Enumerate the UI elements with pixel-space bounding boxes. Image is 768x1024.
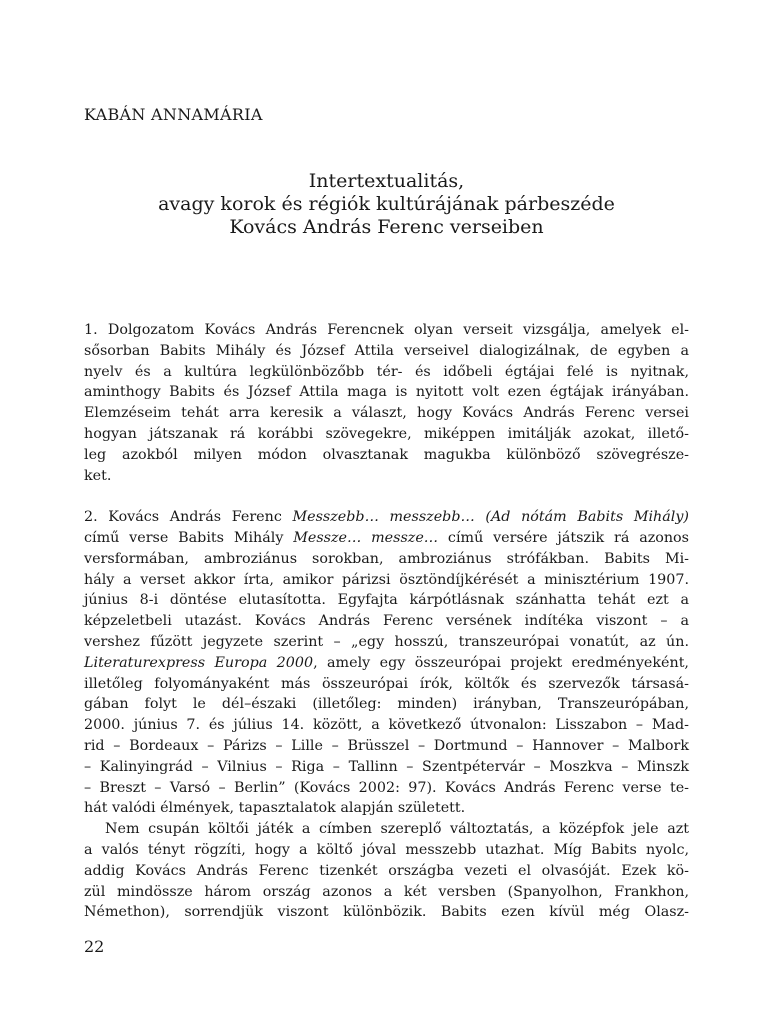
text-line: Nem csupán költői játék a címben szereplő változtatás, a középfok jele azt (105, 821, 689, 838)
text-line: zül mindössze három ország azonos a két versben (Spanyolhon, Frankhon, (84, 883, 689, 900)
text-line: aminthogy Babits és József Attila maga is nyitott volt ezen égtájak irányában. (84, 384, 689, 401)
article-title (84, 170, 689, 239)
text-line: képzeletbeli utazást. Kovács András Ferenc versének indítéka viszont – a (84, 613, 689, 630)
paragraph-gap (84, 486, 689, 507)
text-line: addig Kovács András Ferenc tizenkét országba vezeti el olvasóját. Ezek kö- (84, 862, 689, 879)
article-body (84, 320, 689, 923)
text-line: sősorban Babits Mihály és József Attila verseivel dialogizálnak, de egyben a (84, 342, 689, 359)
title-line: Intertextualitás, (308, 170, 465, 192)
text-line-rich: 2. Kovács András Ferenc Messzebb… messzebb… (Ad nótám Babits Mihály) (84, 509, 689, 526)
text-line: gában folyt le dél–északi (illetőleg: minden) irányban, Transzeurópában, (84, 696, 689, 713)
text-line: ket. (84, 467, 112, 484)
text-line: hogyan játszanak rá korábbi szövegekre, miképpen imitálják azokat, illető- (84, 425, 689, 442)
text-line: hály a verset akkor írta, amikor párizsi ösztöndíjkérését a minisztérium 1907. (84, 571, 689, 588)
text-line: rid – Bordeaux – Párizs – Lille – Brüsszel – Dortmund – Hannover – Malbork (84, 737, 689, 754)
text-line: leg azokból milyen módon olvasztanak magukba különböző szövegrésze- (84, 446, 689, 463)
title-line: avagy korok és régiók kultúrájának párbeszéde (158, 193, 615, 215)
paragraph-1 (84, 320, 689, 486)
text-line: – Kalinyingrád – Vilnius – Riga – Tallinn – Szentpétervár – Moszkva – Minszk (84, 758, 689, 775)
paragraph-3 (84, 819, 689, 923)
text-line: vershez fűzött jegyzete szerint – „egy hosszú, transzeurópai vonatút, az ún. (84, 633, 689, 650)
text-line: június 8-i döntése elutasította. Egyfajta kárpótlásnak szánhatta tehát ezt a (84, 592, 689, 609)
paragraph-2 (84, 507, 689, 819)
text-line: 2000. június 7. és július 14. között, a következő útvonalon: Lisszabon – Mad- (84, 717, 689, 734)
title-line: Kovács András Ferenc verseiben (229, 216, 544, 238)
text-line: versformában, ambroziánus sorokban, ambroziánus strófákban. Babits Mi- (84, 550, 689, 567)
text-line: a valós tényt rögzíti, hogy a költő jóval messzebb utazhat. Míg Babits nyolc, (84, 841, 689, 858)
text-line: illetőleg folyományaként más összeurópai írók, költők és szervezők társasá- (84, 675, 689, 692)
text-line-rich: című verse Babits Mihály Messze… messze… című versére játszik rá azonos (84, 529, 690, 546)
text-line: 1. Dolgozatom Kovács András Ferencnek olyan verseit vizsgálja, amelyek el- (84, 322, 689, 338)
text-line: hát valódi élmények, tapasztalatok alapján született. (84, 800, 466, 817)
document-page (84, 0, 689, 1024)
text-line: Elemzéseim tehát arra keresik a választ, hogy Kovács András Ferenc versei (84, 405, 689, 422)
text-line-rich: Literaturexpress Europa 2000, amely egy összeurópai projekt eredményeként, (84, 654, 689, 671)
text-line: – Breszt – Varsó – Berlin” (Kovács 2002: 97). Kovács András Ferenc verse te- (84, 779, 689, 796)
author-name: KABÁN ANNAMÁRIA (84, 105, 263, 124)
text-line: nyelv és a kultúra legkülönbözőbb tér- és időbeli égtájai felé is nyitnak, (84, 363, 689, 380)
text-line: Némethon), sorrendjük viszont különbözik. Babits ezen kívül még Olasz- (84, 904, 689, 921)
page-number: 22 (84, 937, 105, 956)
